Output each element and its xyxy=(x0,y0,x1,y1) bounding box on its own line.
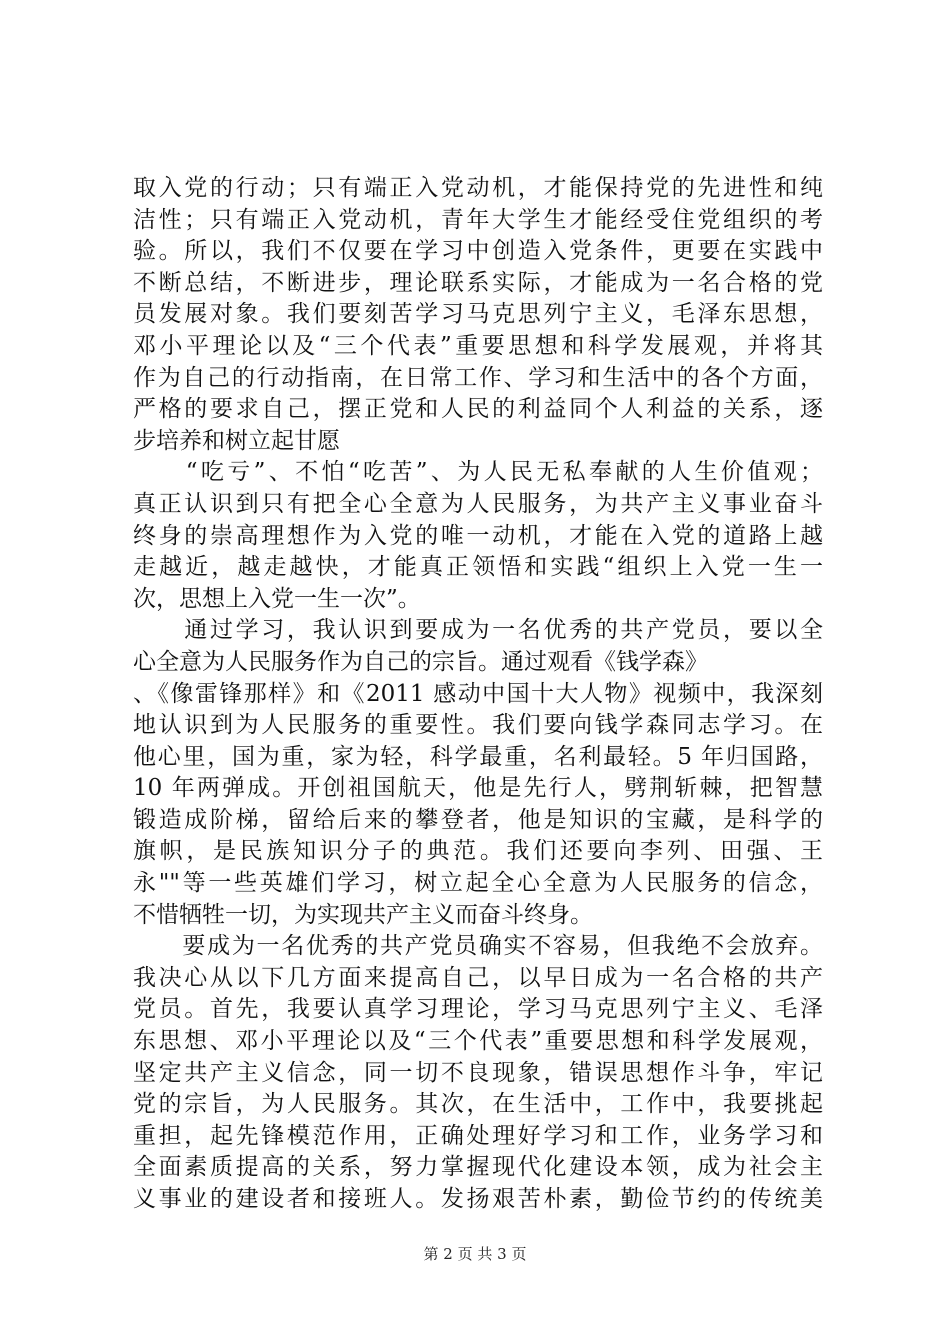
text-line: 员发展对象。我们要刻苦学习马克思列宁主义，毛泽东思想， xyxy=(133,301,823,328)
text-line: 地认识到为人民服务的重要性。我们要向钱学森同志学习。在 xyxy=(133,712,823,739)
text-line: 锻造成阶梯，留给后来的攀登者，他是知识的宝藏，是科学的 xyxy=(133,806,823,833)
document-body xyxy=(133,173,823,1216)
text-line: “吃亏”、不怕“吃苦”、为人民无私奉献的人生价值观； xyxy=(133,459,823,486)
text-line: 洁性；只有端正入党动机，青年大学生才能经受住党组织的考 xyxy=(133,206,823,233)
text-line: 、《像雷锋那样》和《2011 感动中国十大人物》视频中，我深刻 xyxy=(133,680,823,707)
text-line: 走越近，越走越快，才能真正领悟和实践“组织上入党一生一 xyxy=(133,554,823,581)
text-line: 邓小平理论以及“三个代表”重要思想和科学发展观，并将其 xyxy=(133,332,823,359)
page-footer: 第 2 页 共 3 页 xyxy=(423,1245,527,1263)
text-line: 取入党的行动；只有端正入党动机，才能保持党的先进性和纯 xyxy=(133,175,823,201)
text-line: 东思想、邓小平理论以及“三个代表”重要思想和科学发展观， xyxy=(133,1028,823,1055)
text-line: 要成为一名优秀的共产党员确实不容易，但我绝不会放弃。 xyxy=(133,933,823,960)
text-line: 不断总结，不断进步，理论联系实际，才能成为一名合格的党 xyxy=(133,269,823,296)
text-line: 终身的崇高理想作为入党的唯一动机，才能在入党的道路上越 xyxy=(133,522,823,549)
text-line: 旗帜，是民族知识分子的典范。我们还要向李列、田强、王 xyxy=(133,838,823,865)
text-line: 重担，起先锋模范作用，正确处理好学习和工作，业务学习和 xyxy=(133,1122,823,1149)
text-line: 义事业的建设者和接班人。发扬艰苦朴素，勤俭节约的传统美 xyxy=(133,1186,823,1212)
text-line: 通过学习，我认识到要成为一名优秀的共产党员，要以全 xyxy=(133,617,823,644)
text-line: 作为自己的行动指南，在日常工作、学习和生活中的各个方面， xyxy=(133,364,823,391)
text-line: 坚定共产主义信念，同一切不良现象，错误思想作斗争，牢记 xyxy=(133,1059,823,1086)
text-line: 不惜牺牲一切，为实现共产主义而奋斗终身。 xyxy=(133,901,593,928)
text-line: 党的宗旨，为人民服务。其次，在生活中，工作中，我要挑起 xyxy=(133,1091,823,1118)
text-line: 验。所以，我们不仅要在学习中创造入党条件，更要在实践中 xyxy=(133,238,823,265)
text-line: 永""等一些英雄们学习，树立起全心全意为人民服务的信念， xyxy=(133,870,823,897)
text-line: 党员。首先，我要认真学习理论，学习马克思列宁主义、毛泽 xyxy=(133,996,823,1023)
text-line: 心全意为人民服务作为自己的宗旨。通过观看《钱学森》 xyxy=(133,648,708,675)
text-line: 真正认识到只有把全心全意为人民服务，为共产主义事业奋斗 xyxy=(133,490,823,517)
text-line: 他心里，国为重，家为轻，科学最重，名利最轻。5 年归国路， xyxy=(133,743,823,770)
text-line: 步培养和树立起甘愿 xyxy=(133,427,340,454)
text-line: 10 年两弹成。开创祖国航天，他是先行人，劈荆斩棘，把智慧 xyxy=(133,775,823,802)
text-line: 严格的要求自己，摆正党和人民的利益同个人利益的关系，逐 xyxy=(133,396,823,423)
text-line: 全面素质提高的关系，努力掌握现代化建设本领，成为社会主 xyxy=(133,1154,823,1181)
text-line: 我决心从以下几方面来提高自己，以早日成为一名合格的共产 xyxy=(133,964,823,991)
text-line: 次，思想上入党一生一次”。 xyxy=(133,585,421,612)
